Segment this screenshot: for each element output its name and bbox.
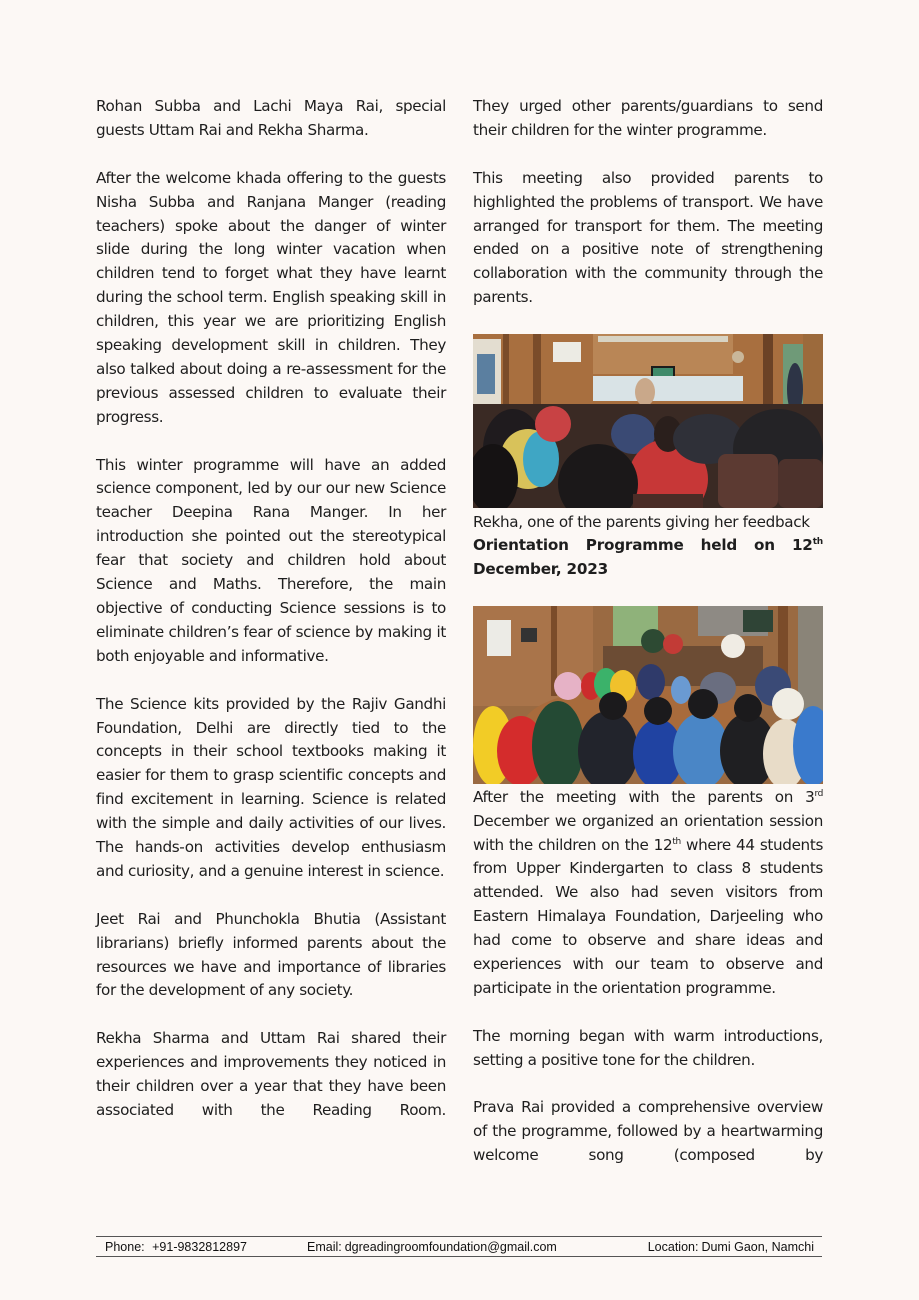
paragraph-science-kits: The Science kits provided by the Rajiv Gandhi Foundation, Delhi are directly tied to the concepts in their school textbooks making it easier for them to grasp scientific concepts and find excitement in learning. Science is related with the simple and daily activities of our lives. The hands-on activities develop enthusiasm and curiosity, and a genuine interest in science. — [96, 694, 446, 880]
paragraph-orientation-session: After the meeting with the parents on 3rd December we organized an orientation session with the children on the 12th where 44 students from Upper Kindergarten to class 8 students attended. We also had seven visitors from Eastern Himalaya Foundation, Darjeeling who had come to observe and share ideas and experiences with our team to observe and participate in the orientation programme. — [473, 787, 824, 997]
paragraph-urged: They urged other parents/guardians to send their children for the winter programme. — [473, 97, 823, 139]
page-footer — [96, 1236, 822, 1257]
phone-number: +91-9832812897 — [152, 1239, 247, 1254]
paragraph-experiences: Rekha Sharma and Uttam Rai shared their experiences and improvements they noticed in their children over a year that they have been associated with the Reading Room. — [96, 1029, 446, 1119]
paragraph-guests: Rohan Subba and Lachi Maya Rai, special guests Uttam Rai and Rekha Sharma. — [96, 97, 446, 139]
parents-meeting-image — [473, 334, 823, 508]
paragraph-welcome: After the welcome khada offering to the guests Nisha Subba and Ranjana Manger (reading teachers) spoke about the danger of winter slide during the long winter vacation when children tend to forget what they have learnt during the school term. English speaking skill in children, this year we are prioritizing English speaking development skill in children. They also talked about doing a re-assessment for the previous assessed children to evaluate their progress. — [96, 168, 446, 426]
footer-phone — [105, 1240, 307, 1254]
paragraph-morning: The morning began with warm introductions, setting a positive tone for the children. — [473, 1026, 823, 1069]
paragraph-transport: This meeting also provided parents to highlighted the problems of transport. We have arranged for transport for them. The meeting ended on a positive note of strengthening collaboration with the community through the parents. — [473, 168, 823, 307]
orientation-session-image — [473, 606, 823, 784]
heading-line-1: Orientation Programme held on 12th — [473, 536, 823, 555]
location-label: Location: — [647, 1239, 699, 1254]
photo-1-caption: Rekha, one of the parents giving her feedback — [473, 513, 810, 532]
paragraph-science-component: This winter programme will have an added science component, led by our our new Science teacher Deepina Rana Manger. In her introduction she pointed out the stereotypical fear that society and children hold about Science and Maths. Therefore, the main objective of conducting Science sessions is to eliminate children’s fear of science by making it both enjoyable and informative. — [96, 455, 446, 665]
location-value: Dumi Gaon, Namchi — [701, 1239, 814, 1254]
section-heading-orientation — [473, 534, 823, 582]
heading-line-2: December, 2023 — [473, 559, 608, 578]
right-column — [473, 95, 823, 1192]
footer-location — [648, 1240, 814, 1254]
email-address[interactable]: dgreadingroomfoundation@gmail.com — [344, 1239, 557, 1254]
left-column — [96, 95, 446, 1147]
photo-parents-meeting — [473, 334, 823, 508]
footer-email — [307, 1240, 648, 1254]
email-label: Email: — [307, 1239, 342, 1254]
photo-orientation-session — [473, 606, 823, 784]
paragraph-prava-rai: Prava Rai provided a comprehensive overview of the programme, followed by a heartwarming welcome song (composed by — [473, 1098, 823, 1165]
phone-label: Phone: — [105, 1239, 145, 1254]
paragraph-librarians: Jeet Rai and Phunchokla Bhutia (Assistant librarians) briefly informed parents about the resources we have and importance of libraries for the development of any society. — [96, 909, 446, 1000]
